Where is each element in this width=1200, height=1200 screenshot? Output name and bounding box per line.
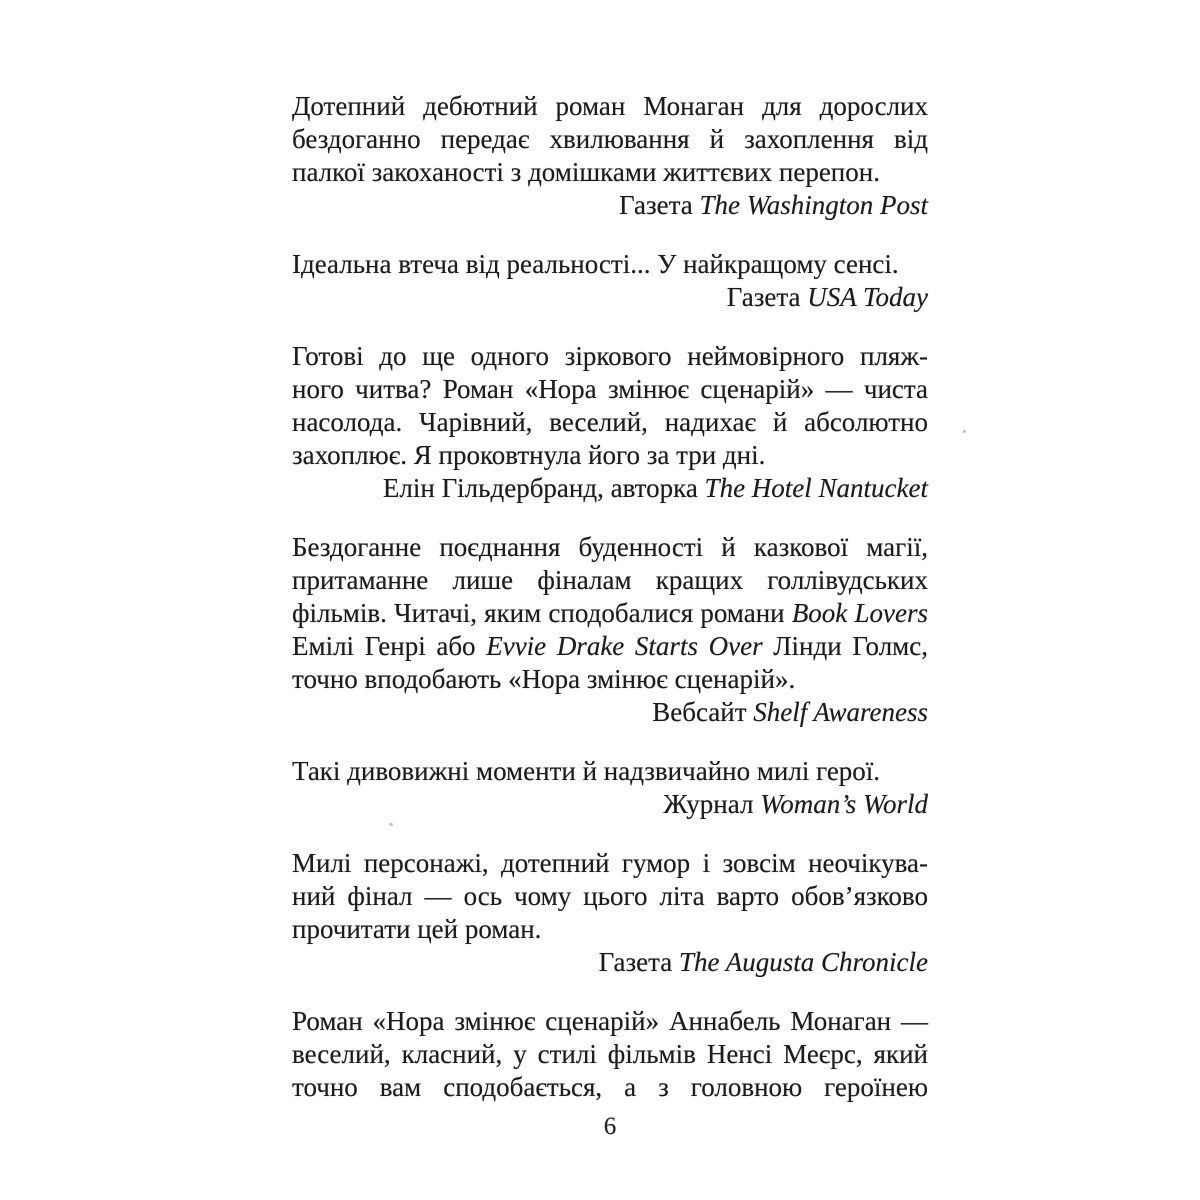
quote-italic-text: The Augusta Chronicle [679, 947, 928, 977]
quote-text: Ідеальна втеча від реальності... У найкращому сенсі. [292, 249, 899, 279]
quote-attribution [292, 281, 928, 314]
quote-line [292, 1071, 928, 1104]
quote-line [292, 847, 928, 880]
quote-text: палкої закоханості з домішками життєвих перепон. [292, 157, 880, 187]
quote-italic-text: Evvie Drake Starts Over [486, 631, 763, 661]
quote-block [292, 847, 928, 979]
quote-text: Газета [726, 282, 808, 312]
quote-attribution [292, 472, 928, 505]
quote-line [292, 406, 928, 439]
quote-text: Журнал [663, 789, 761, 819]
quote-italic-text: The Washington Post [699, 190, 928, 220]
quote-text: веселий, класний, у стилі фільмів Ненсі Меєрс, який [292, 1039, 928, 1069]
quote-block [292, 248, 928, 314]
quote-text: ний фінал — ось чому цього літа варто обов’язково [292, 881, 928, 911]
scan-speck [963, 430, 966, 433]
quote-line [292, 340, 928, 373]
quote-line [292, 597, 928, 630]
quote-italic-text: Book Lovers [791, 598, 928, 628]
quote-text: Готові до ще одного зіркового неймовірного пляж- [292, 341, 928, 371]
quote-line [292, 248, 928, 281]
quote-text: Милі персонажі, дотепний гумор і зовсім неочікува- [292, 848, 928, 878]
quote-text: Емілі Генрі або [292, 631, 487, 661]
quote-line [292, 123, 928, 156]
scan-speck [389, 823, 393, 826]
quote-italic-text: The Hotel Nantucket [704, 473, 928, 503]
quote-text: Газета [619, 190, 700, 220]
quote-attribution [292, 788, 928, 821]
quote-attribution [292, 189, 928, 222]
quote-line [292, 439, 928, 472]
quote-line [292, 531, 928, 564]
quote-block [292, 531, 928, 729]
quote-text: прочитати цей роман. [292, 914, 542, 944]
quote-text: Такі дивовижні моменти й надзвичайно милі герої. [292, 756, 881, 786]
quote-text: Бездоганне поєднання буденності й казкової магії, [292, 532, 928, 562]
quote-block [292, 755, 928, 821]
quote-line [292, 880, 928, 913]
quote-block [292, 1005, 928, 1104]
quote-block [292, 340, 928, 505]
quote-text: притаманне лише фіналам кращих голлівудських [292, 565, 928, 595]
quote-line [292, 373, 928, 406]
quote-line [292, 1038, 928, 1071]
quote-line [292, 564, 928, 597]
quote-text: Роман «Нора змінює сценарій» Аннабель Монаган — [292, 1006, 928, 1036]
quote-text: фільмів. Читачі, яким сподобалися романи [292, 598, 792, 628]
quote-line [292, 913, 928, 946]
quote-italic-text: Woman’s World [760, 789, 928, 819]
quote-italic-text: USA Today [807, 282, 928, 312]
page-number: 6 [603, 1113, 617, 1140]
quote-text: захоплює. Я проковтнула його за три дні. [292, 440, 766, 470]
quote-line [292, 755, 928, 788]
quote-block [292, 90, 928, 222]
quote-line [292, 156, 928, 189]
quote-italic-text: Shelf Awareness [753, 697, 928, 727]
quote-text: бездоганно передає хвилювання й захоплення від [292, 124, 928, 154]
quote-text: Лінди Голмс, [762, 631, 928, 661]
quote-attribution [292, 946, 928, 979]
quote-line [292, 630, 928, 663]
quote-line [292, 663, 928, 696]
quote-attribution [292, 696, 928, 729]
quote-text: Дотепний дебютний роман Монаган для дорослих [292, 91, 928, 121]
quote-text: точно вам сподобається, а з головною героїнею [292, 1072, 928, 1102]
quote-line [292, 1005, 928, 1038]
quote-text: точно вподобають «Нора змінює сценарій». [292, 664, 796, 694]
quotes-list [292, 90, 928, 1104]
quote-text: ного читва? Роман «Нора змінює сценарій» — чиста [292, 374, 928, 404]
quote-text: Елін Гільдербранд, авторка [382, 473, 705, 503]
quote-line [292, 90, 928, 123]
quote-text: Вебсайт [652, 697, 754, 727]
quote-text: насолода. Чарівний, веселий, надихає й абсолютно [292, 407, 928, 437]
quote-text: Газета [598, 947, 679, 977]
